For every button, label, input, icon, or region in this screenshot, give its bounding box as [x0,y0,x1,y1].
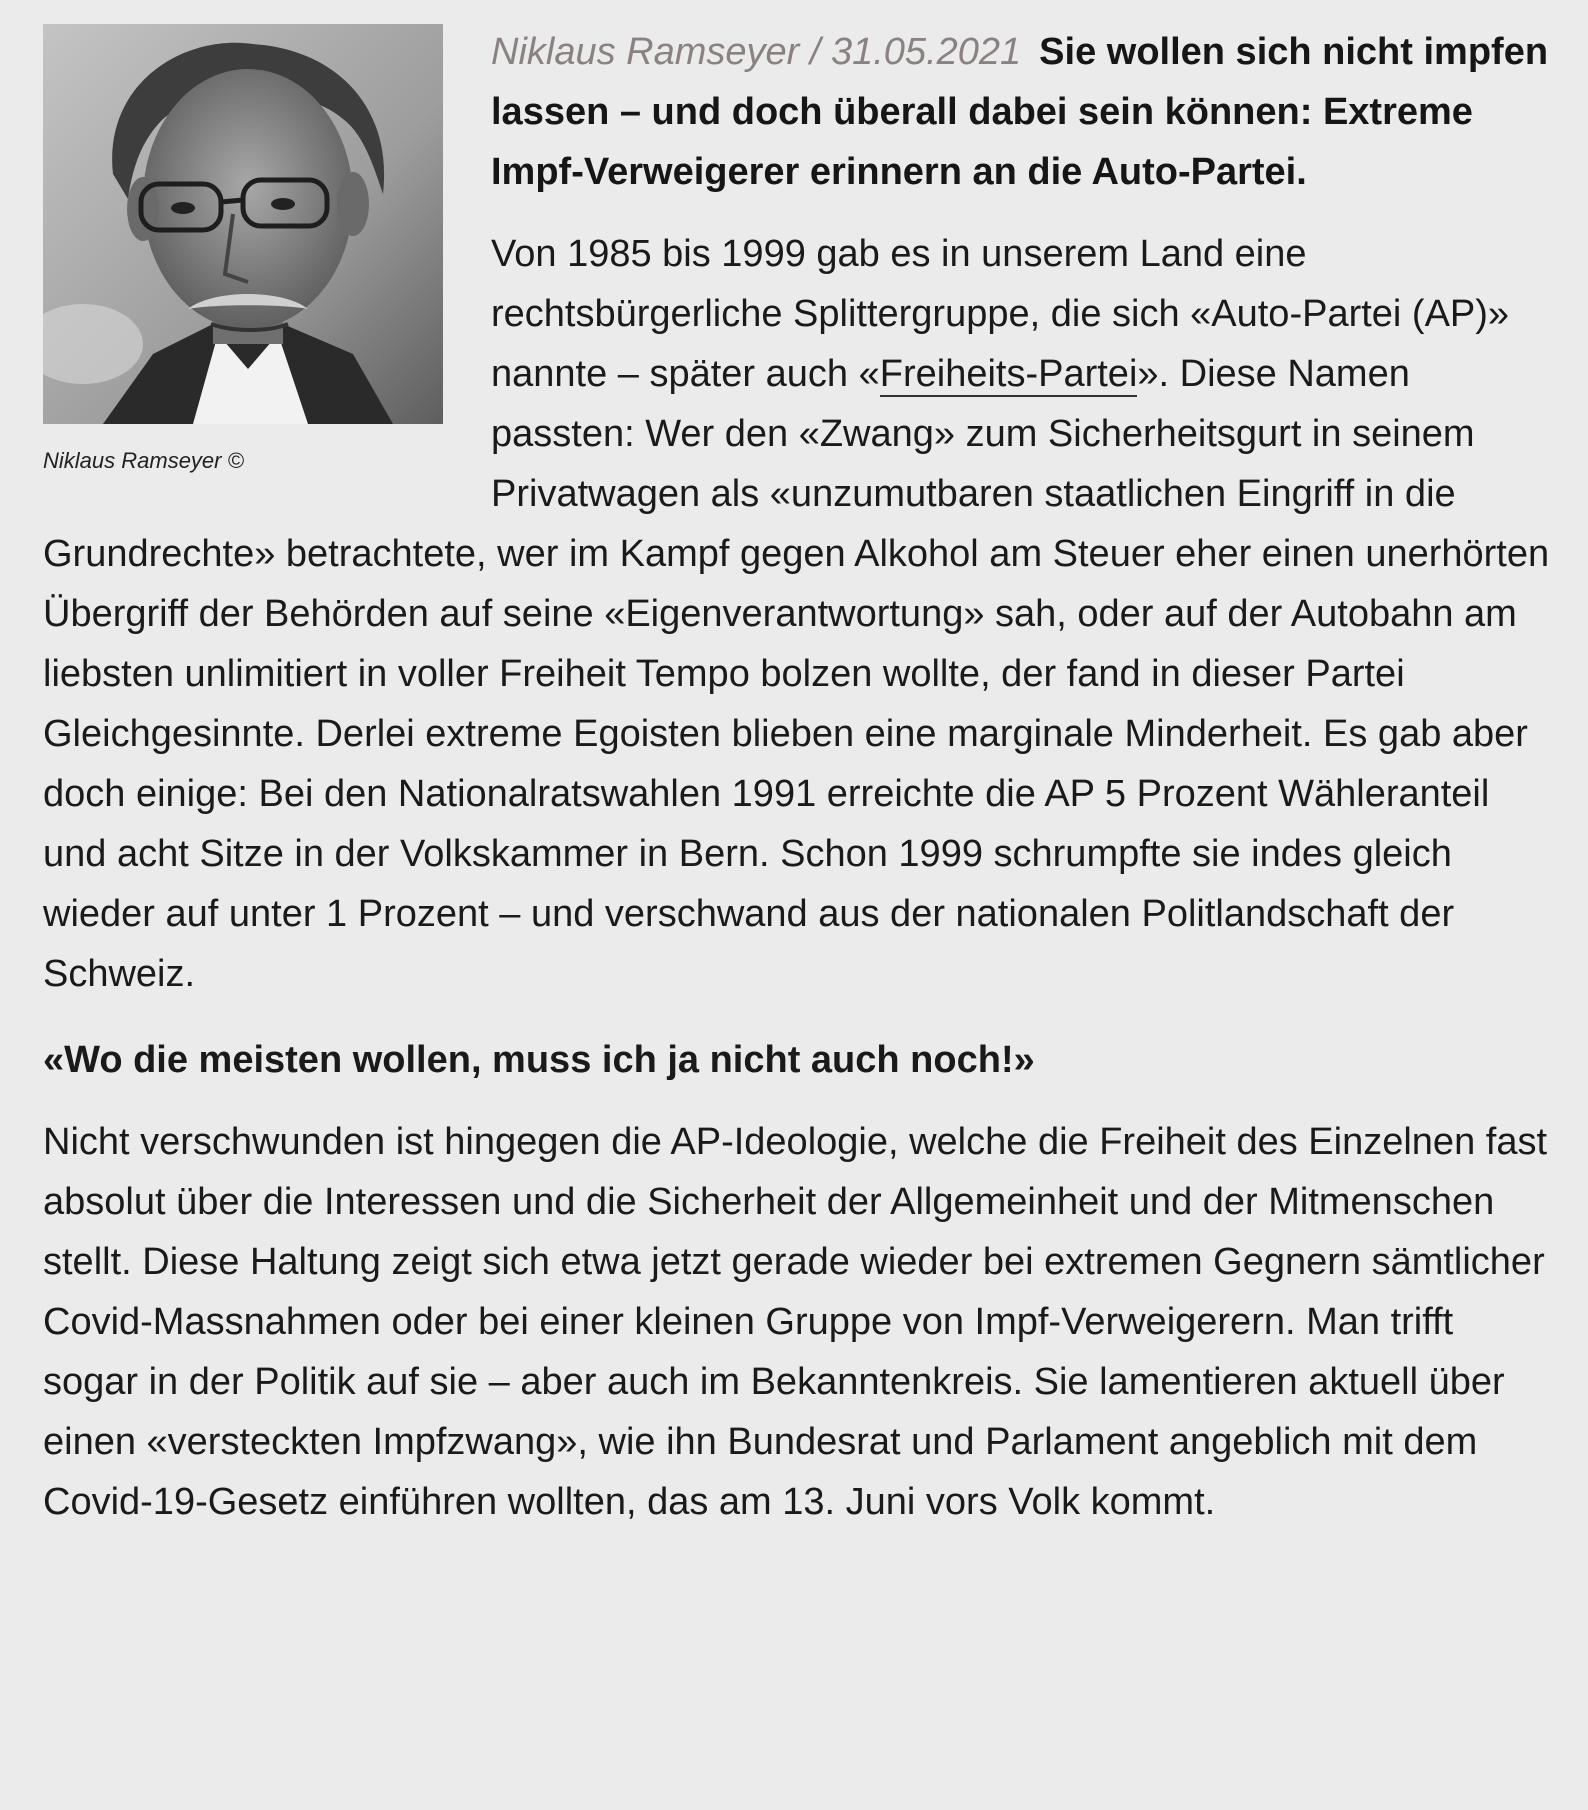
author-photo [43,24,443,424]
photo-caption: Niklaus Ramseyer © [43,448,244,473]
freiheits-partei-link[interactable]: Freiheits-Partei [879,353,1138,395]
author-figure [43,24,443,474]
paragraph-1-text-a: Von 1985 bis 1999 gab es in unserem Land eine rechtsbürgerliche Splittergruppe, die sich «Auto-Partei (AP)» nannte – später auch « [491,233,1510,395]
subheading: «Wo die meisten wollen, muss ich ja nicht auch noch!» [43,1039,1035,1081]
lead-text: Sie wollen sich nicht impfen lassen – und doch überall dabei sein können: Extreme Impf-Verweigerer erinnern an die Auto-Partei. [491,31,1549,193]
paragraph-1-text-b: ». Diese Namen passten: Wer den «Zwang» zum Sicherheitsgurt in seinem Privatwagen als «unzumutbaren staatlichen Eingriff in die Grundrechte» betrachtete, wer im Kampf gegen Alkohol am Steuer eher einen unerhörten Übergriff der Behörden auf seine «Eigenverantwortung» sah, oder auf der Autobahn am liebsten unlimitiert in voller Freiheit Tempo bolzen wollte, der fand in dieser Partei Gleichgesinnte. Derlei extreme Egoisten blieben eine marginale Minderheit. Es gab aber doch einige: Bei den Nationalratswahlen 1991 erreichte die AP 5 Prozent Wähleranteil und acht Sitze in der Volkskammer in Bern. Schon 1999 schrumpfte sie indes gleich wieder auf unter 1 Prozent – und verschwand aus der nationalen Politlandschaft der Schweiz. [43,353,1550,995]
byline: Niklaus Ramseyer / 31.05.2021 [491,31,1022,73]
paragraph-2: Nicht verschwunden ist hingegen die AP-Ideologie, welche die Freiheit des Einzelnen fast absolut über die Interessen und die Sicherheit der Allgemeinheit und der Mitmenschen stellt. Diese Haltung zeigt sich etwa jetzt gerade wieder bei extremen Gegnern sämtlicher Covid-Massnahmen oder bei einer kleinen Gruppe von Impf-Verweigerern. Man trifft sogar in der Politik auf sie – aber auch im Bekanntenkreis. Sie lamentieren aktuell über einen «versteckten Impfzwang», wie ihn Bundesrat und Parlament angeblich mit dem Covid-19-Gesetz einführen wollten, das am 13. Juni vors Volk kommt. [43,1121,1548,1523]
